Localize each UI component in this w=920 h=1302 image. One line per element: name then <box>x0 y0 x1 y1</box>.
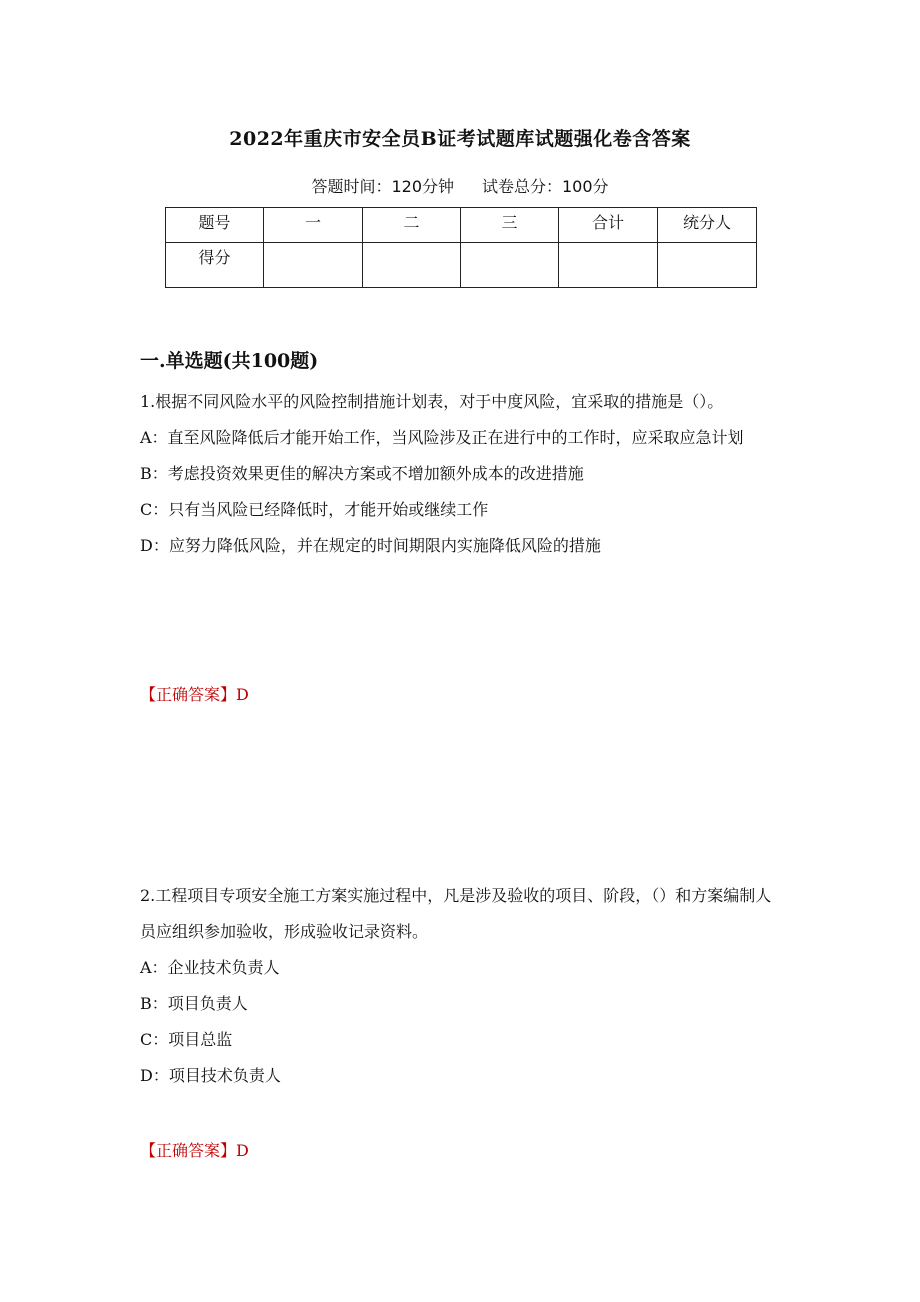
header-cell-total: 合计 <box>559 208 658 243</box>
score-table <box>165 207 757 288</box>
option-a: A：企业技术负责人 <box>140 958 280 977</box>
question-stem: 2.工程项目专项安全施工方案实施过程中，凡是涉及验收的项目、阶段，（）和方案编制人员应组织参加验收，形成验收记录资料。 <box>140 886 772 941</box>
option-b: B：考虑投资效果更佳的解决方案或不增加额外成本的改进措施 <box>140 464 584 483</box>
document-title: 2022年重庆市安全员B证考试题库试题强化卷含答案 <box>229 128 691 150</box>
option-c: C：项目总监 <box>140 1030 233 1049</box>
score-cell <box>363 243 461 288</box>
exam-time: 答题时间：120分钟 <box>311 177 454 196</box>
total-score: 试卷总分：100分 <box>482 177 609 196</box>
header-cell-question-number: 题号 <box>166 208 264 243</box>
option-c: C：只有当风险已经降低时，才能开始或继续工作 <box>140 500 489 519</box>
header-cell-scorer: 统分人 <box>658 208 757 243</box>
header-cell-section-3: 三 <box>461 208 559 243</box>
score-cell <box>264 243 363 288</box>
header-cell-section-1: 一 <box>264 208 363 243</box>
option-d: D：应努力降低风险，并在规定的时间期限内实施降低风险的措施 <box>140 536 601 555</box>
answer-letter: D <box>236 1141 249 1160</box>
option-b: B：项目负责人 <box>140 994 248 1013</box>
question-1 <box>140 384 786 564</box>
score-row-label: 得分 <box>166 243 264 288</box>
answer-letter: D <box>236 685 249 704</box>
answer-2 <box>140 1138 249 1161</box>
score-cell <box>658 243 757 288</box>
question-stem: 1.根据不同风险水平的风险控制措施计划表，对于中度风险，宜采取的措施是（）。 <box>140 392 724 411</box>
question-2 <box>140 878 786 1094</box>
option-d: D：项目技术负责人 <box>140 1066 281 1085</box>
score-cell <box>559 243 658 288</box>
section-title: 一.单选题(共100题) <box>140 350 319 372</box>
answer-label: 【正确答案】 <box>140 1141 237 1160</box>
answer-1 <box>140 682 249 705</box>
answer-label: 【正确答案】 <box>140 685 237 704</box>
score-table-score-row <box>166 243 757 288</box>
exam-meta <box>0 174 920 197</box>
header-cell-section-2: 二 <box>363 208 461 243</box>
option-a: A：直至风险降低后才能开始工作，当风险涉及正在进行中的工作时，应采取应急计划 <box>140 428 744 447</box>
score-table-header-row <box>166 208 757 243</box>
score-cell <box>461 243 559 288</box>
